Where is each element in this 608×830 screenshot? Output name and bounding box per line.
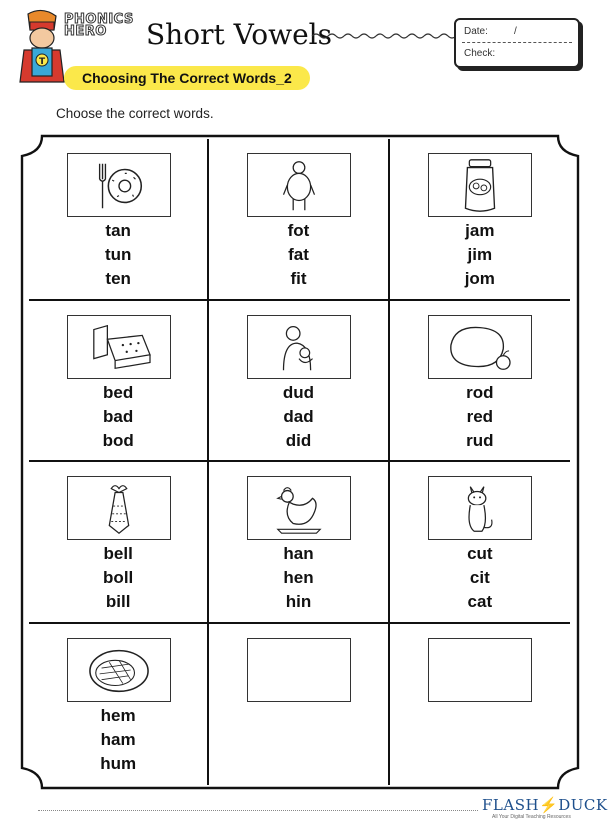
word-option[interactable]: hen [283,568,314,587]
word-option[interactable]: bed [103,382,134,402]
word-options [29,381,207,453]
hen-picture [247,476,351,540]
word-option[interactable]: bell [103,544,133,563]
word-option[interactable]: cit [469,568,490,587]
word-option[interactable]: tun [104,245,132,264]
potato-picture [428,315,532,379]
brand-logo [482,796,608,814]
fat-man-picture [247,153,351,217]
word-options [29,219,207,291]
word-options [390,381,570,453]
date-label: Date: [464,26,488,37]
cell-5 [209,301,389,463]
bed-picture [67,315,171,379]
cell-4 [29,301,209,463]
wavy-divider-icon [312,30,456,42]
dad-picture [247,315,351,379]
word-option[interactable]: red [466,406,494,426]
donut-picture [67,153,171,217]
logo-text: PHONICS HERO [64,12,134,39]
word-option[interactable]: jim [467,245,493,264]
check-label: Check: [464,48,496,59]
word-option[interactable]: cut [467,544,493,563]
word-options [209,219,387,291]
cell-8 [209,462,389,624]
page-title: Short Vowels [146,18,332,51]
word-option[interactable]: bad [103,406,134,426]
empty-picture-box [247,638,351,702]
bell-picture [67,476,171,540]
word-options [390,219,570,291]
worksheet-subtitle: Choosing The Correct Words_2 [64,66,310,90]
word-option[interactable]: ham [100,729,136,749]
word-option[interactable]: boll [103,568,134,587]
word-options [390,542,570,614]
word-options [29,704,207,776]
word-choice-grid [29,139,570,785]
date-check-box [454,18,580,68]
word-option[interactable]: fit [290,269,307,288]
word-option[interactable]: fat [288,245,309,264]
ham-picture [67,638,171,702]
footer-divider [38,810,478,811]
word-option[interactable]: bod [102,430,134,450]
word-option[interactable]: cat [467,592,493,611]
word-option[interactable]: bill [105,592,131,611]
word-option[interactable]: dad [283,406,314,426]
cell-11 [209,624,389,786]
word-option[interactable]: hum [100,753,137,773]
word-option[interactable]: jam [465,221,495,240]
cell-7 [29,462,209,624]
brand-part2: DUCK [558,796,608,814]
word-option[interactable]: tan [105,221,131,240]
word-options [209,542,387,614]
cell-6 [390,301,570,463]
superhero-mascot-icon [20,8,64,86]
instruction-text: Choose the correct words. [56,106,214,121]
word-option[interactable]: ten [105,269,131,288]
cell-2 [209,139,389,301]
word-option[interactable]: dud [282,382,315,402]
word-option[interactable]: hem [100,705,136,725]
cell-10 [29,624,209,786]
date-divider [462,42,572,43]
word-option[interactable]: hin [285,592,312,611]
cell-1 [29,139,209,301]
jam-jar-picture [428,153,532,217]
word-option[interactable]: jom [464,269,495,288]
word-options [29,542,207,614]
cell-12 [390,624,570,786]
cell-3 [390,139,570,301]
word-option[interactable]: did [285,430,312,450]
word-option[interactable]: fot [287,221,310,240]
word-option[interactable]: han [283,544,314,563]
word-options [209,381,387,453]
word-option[interactable]: rod [466,382,494,402]
word-option[interactable]: rud [466,430,494,450]
cell-9 [390,462,570,624]
lightning-icon: ⚡ [539,796,559,814]
brand-tagline: All Your Digital Teaching Resources [492,814,571,820]
date-slash: / [514,26,517,37]
cat-picture [428,476,532,540]
brand-part1: FLASH [482,796,540,814]
empty-picture-box [428,638,532,702]
svg-text:T: T [39,57,46,67]
